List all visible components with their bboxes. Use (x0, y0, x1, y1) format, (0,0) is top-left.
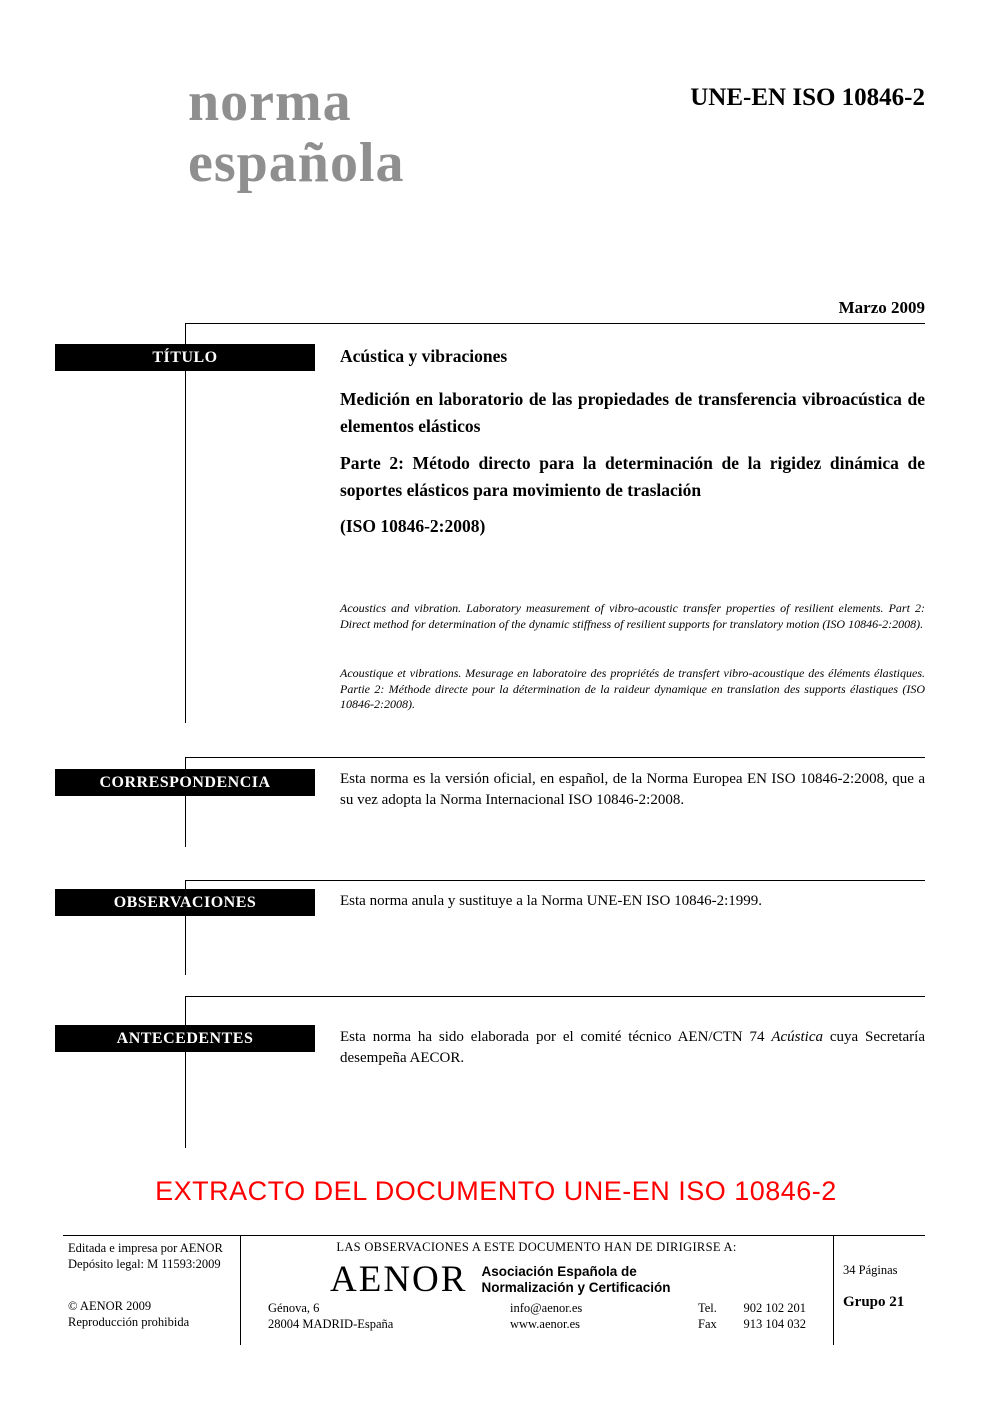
divider-top (185, 323, 925, 324)
document-code: UNE-EN ISO 10846-2 (690, 84, 925, 111)
title-french: Acoustique et vibrations. Mesurage en laboratoire des propriétés de transfert vibro-acoustique des éléments élastiques. Partie 2: Méthode directe pour la détermination de la raideur dynamique en translation des supports élastiques (ISO 10846-2:2008). (340, 666, 925, 711)
footer-email: info@aenor.es (510, 1301, 583, 1315)
footer-observations-note: LAS OBSERVACIONES A ESTE DOCUMENTO HAN DE DIRIGIRSE A: (336, 1240, 737, 1254)
divider-observaciones (185, 880, 925, 881)
footer-copyright-line: © AENOR 2009 (68, 1299, 152, 1313)
title-subject: Acústica y vibraciones (340, 346, 508, 366)
fax-value: 913 104 032 (743, 1317, 806, 1331)
antecedentes-text-pre: Esta norma ha sido elaborada por el comité técnico AEN/CTN 74 (340, 1029, 772, 1045)
fax-label: Fax (698, 1317, 717, 1331)
extracto-banner: EXTRACTO DEL DOCUMENTO UNE-EN ISO 10846-2 (155, 1176, 837, 1206)
footer-address (268, 1300, 393, 1332)
footer-phone (698, 1300, 808, 1332)
publication-date: Marzo 2009 (838, 298, 925, 317)
footer-edited-by: Editada e impresa por AENOR (68, 1241, 223, 1255)
logo-line-1: norma (188, 71, 352, 133)
footer-top-border (63, 1235, 925, 1236)
divider-correspondencia (185, 757, 925, 758)
observaciones-label: OBSERVACIONES (55, 889, 315, 916)
aenor-logo-block (330, 1258, 770, 1301)
antecedentes-text-italic: Acústica (771, 1029, 823, 1045)
observaciones-text: Esta norma anula y sustituye a la Norma UNE-EN ISO 10846-2:1999. (340, 893, 762, 909)
footer-copyright (68, 1298, 189, 1330)
vertical-rule-titulo (185, 323, 186, 723)
aenor-description-line-1: Asociación Española de (481, 1263, 637, 1279)
antecedentes-text (340, 1027, 925, 1069)
correspondencia-text: Esta norma es la versión oficial, en español, de la Norma Europea EN ISO 10846-2:2008, que a su vez adopta la Norma Internacional ISO 10846-2:2008. (340, 771, 925, 808)
iso-reference: (ISO 10846-2:2008) (340, 516, 486, 536)
footer-legal-deposit: Depósito legal: M 11593:2009 (68, 1257, 221, 1271)
tel-value: 902 102 201 (743, 1301, 806, 1315)
title-english: Acoustics and vibration. Laboratory measurement of vibro-acoustic transfer properties of resilient elements. Part 2: Direct method for determination of the dynamic stiffness of resilient supports for translatory motion (ISO 10846-2:2008). (340, 601, 925, 631)
footer-website: www.aenor.es (510, 1317, 581, 1331)
titulo-label: TÍTULO (55, 344, 315, 371)
footer-divider-right (833, 1235, 834, 1345)
aenor-wordmark: AENOR (330, 1259, 468, 1300)
footer-fax-row (698, 1316, 806, 1332)
antecedentes-label: ANTECEDENTES (55, 1025, 315, 1052)
aenor-description-line-2: Normalización y Certificación (481, 1279, 671, 1295)
title-paragraph-2: Parte 2: Método directo para la determinación de la rigidez dinámica de soportes elásticos para movimiento de traslación (340, 453, 925, 500)
aenor-description (481, 1264, 670, 1296)
footer-reproduction-notice: Reproducción prohibida (68, 1315, 190, 1329)
antecedentes-text-post: cuya Secretaría desempeña AECOR. (340, 1029, 926, 1066)
address-street: Génova, 6 (268, 1301, 320, 1315)
logo-line-2: española (188, 132, 405, 194)
correspondencia-label: CORRESPONDENCIA (55, 769, 315, 796)
address-city: 28004 MADRID-España (268, 1317, 394, 1331)
vertical-rule-antecedentes (185, 996, 186, 1148)
tel-label: Tel. (698, 1301, 717, 1315)
footer-page-count: 34 Páginas (843, 1263, 898, 1277)
footer-imprint (68, 1240, 223, 1272)
footer-tel-row (698, 1300, 806, 1316)
divider-antecedentes (185, 996, 925, 997)
footer-web (510, 1300, 582, 1332)
norma-espanola-logo (188, 72, 405, 194)
footer-group: Grupo 21 (843, 1294, 905, 1310)
title-paragraph-1: Medición en laboratorio de las propiedades de transferencia vibroacústica de elementos elásticos (340, 389, 925, 436)
